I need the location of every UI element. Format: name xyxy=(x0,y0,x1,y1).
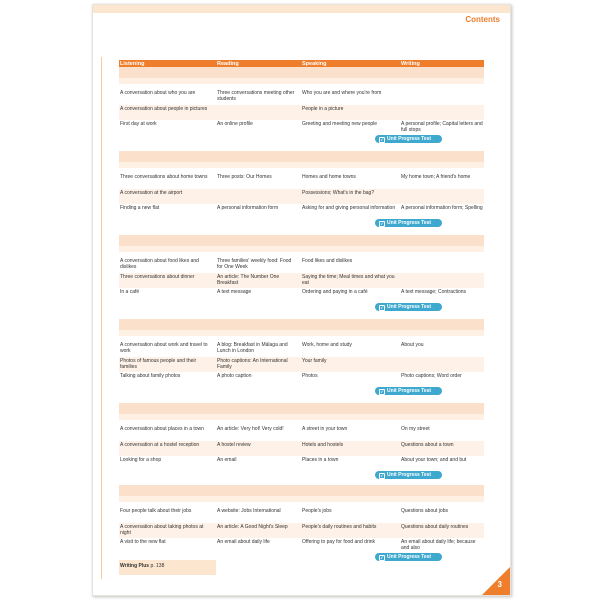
writing-cell: A personal profile; Capital letters and full stops xyxy=(401,121,483,133)
listening-cell: Looking for a shop xyxy=(120,457,162,463)
reading-cell: Three conversations meeting other students xyxy=(217,90,295,102)
speaking-cell: Hotels and hostels xyxy=(302,442,344,448)
table-row xyxy=(119,89,484,105)
speaking-cell: Your family xyxy=(302,358,327,364)
reading-cell: A hostel review xyxy=(217,442,251,448)
unit-subband xyxy=(119,78,484,84)
writing-plus-reference xyxy=(120,563,164,569)
unit-progress-test-label: Unit Progress Test xyxy=(387,220,432,226)
reading-cell: An article: A Good Night's Sleep xyxy=(217,524,288,530)
reading-cell: A text message xyxy=(217,289,252,295)
listening-cell: A conversation about food likes and dislikes xyxy=(120,258,199,270)
page-number: 3 xyxy=(497,580,502,589)
unit-subband xyxy=(119,496,484,502)
unit-progress-test-button[interactable] xyxy=(375,303,442,311)
reading-cell: Three families' weekly food: Food for One Week xyxy=(217,258,292,270)
reading-cell: An article: Very hot! Very cold! xyxy=(217,426,284,432)
unit-progress-test-label: Unit Progress Test xyxy=(387,304,432,310)
speaking-cell: Who you are and where you're from xyxy=(302,90,382,96)
checkbox-icon: ✓ xyxy=(380,555,384,560)
speaking-cell: Offering to pay for food and drink xyxy=(302,539,376,545)
writing-cell: An email about daily life; because and also xyxy=(401,539,476,551)
table-row xyxy=(119,425,484,441)
table-row xyxy=(119,257,484,273)
checkbox-icon: ✓ xyxy=(380,389,384,394)
unit-progress-test-label: Unit Progress Test xyxy=(387,554,432,560)
unit-subband xyxy=(119,162,484,168)
contents-page xyxy=(92,4,511,596)
unit-progress-test-label: Unit Progress Test xyxy=(387,136,432,142)
column-header-reading: Reading xyxy=(217,61,239,67)
writing-cell: My home town; A friend's home xyxy=(401,174,471,180)
listening-cell: Photos of famous people and their families xyxy=(120,358,197,370)
table-row xyxy=(119,273,484,288)
speaking-cell: Photos xyxy=(302,373,318,379)
unit-band xyxy=(119,403,484,414)
speaking-cell: Work, home and study xyxy=(302,342,352,348)
speaking-cell: Homes and home towns xyxy=(302,174,356,180)
reading-cell: A blog: Breakfast in Málaga and Lunch in London xyxy=(217,342,288,354)
listening-cell: A conversation at the airport xyxy=(120,190,183,196)
listening-cell: In a café xyxy=(120,289,140,295)
listening-cell: Three conversations about dinner xyxy=(120,274,195,280)
column-header-listening: Listening xyxy=(120,61,145,67)
table-row xyxy=(119,105,484,120)
listening-cell: A visit to the new flat xyxy=(120,539,166,545)
listening-cell: A conversation about people in pictures xyxy=(120,106,208,112)
speaking-cell: Food likes and dislikes xyxy=(302,258,353,264)
listening-cell: Three conversations about home towns xyxy=(120,174,208,180)
writing-cell: A personal information form; Spelling xyxy=(401,205,483,211)
checkbox-icon: ✓ xyxy=(380,473,384,478)
unit-progress-test-label: Unit Progress Test xyxy=(387,472,432,478)
writing-cell: Questions about jobs xyxy=(401,508,448,514)
page-title: Contents xyxy=(465,15,500,24)
reading-cell: A photo caption xyxy=(217,373,252,379)
unit-progress-test-button[interactable] xyxy=(375,471,442,479)
speaking-cell: A street in your town xyxy=(302,426,348,432)
unit-progress-test-label: Unit Progress Test xyxy=(387,388,432,394)
unit-band xyxy=(119,235,484,246)
listening-cell: A conversation about who you are xyxy=(120,90,196,96)
listening-cell: A conversation about taking photos at night xyxy=(120,524,204,536)
unit-subband xyxy=(119,246,484,252)
speaking-cell: Ordering and paying in a café xyxy=(302,289,368,295)
page-corner-triangle xyxy=(482,567,510,595)
unit-subband xyxy=(119,414,484,420)
writing-plus-label: Writing Plus xyxy=(120,563,150,569)
listening-cell: Four people talk about their jobs xyxy=(120,508,192,514)
writing-cell: Photo captions; Word order xyxy=(401,373,462,379)
unit-progress-test-button[interactable] xyxy=(375,553,442,561)
writing-cell: About your town; and and but xyxy=(401,457,467,463)
reading-cell: An email xyxy=(217,457,237,463)
unit-progress-test-button[interactable] xyxy=(375,387,442,395)
top-bar xyxy=(93,5,510,13)
table-row xyxy=(119,507,484,523)
reading-cell: An online profile xyxy=(217,121,253,127)
reading-cell: Photo captions: An International Family xyxy=(217,358,288,370)
reading-cell: An email about daily life xyxy=(217,539,270,545)
listening-cell: A conversation about places in a town xyxy=(120,426,204,432)
table-row xyxy=(119,173,484,189)
listening-cell: Talking about family photos xyxy=(120,373,181,379)
table-row xyxy=(119,523,484,538)
reading-cell: Three posts: Our Homes xyxy=(217,174,272,180)
table-row xyxy=(119,357,484,372)
listening-cell: A conversation about work and travel to work xyxy=(120,342,208,354)
unit-progress-test-button[interactable] xyxy=(375,135,442,143)
reading-cell: An article: The Number One Breakfast xyxy=(217,274,280,286)
speaking-cell: Greeting and meeting new people xyxy=(302,121,378,127)
writing-cell: Questions about a town xyxy=(401,442,454,448)
table-row xyxy=(119,441,484,456)
speaking-cell: Possessions; What's in the bag? xyxy=(302,190,375,196)
writing-cell: A text message; Contractions xyxy=(401,289,467,295)
unit-band xyxy=(119,485,484,496)
unit-subband xyxy=(119,330,484,336)
column-header-speaking: Speaking xyxy=(302,61,327,67)
writing-plus-box xyxy=(119,560,216,575)
margin-line xyxy=(101,57,102,579)
speaking-cell: Saying the time; Meal times and what you eat xyxy=(302,274,395,286)
listening-cell: First day at work xyxy=(120,121,157,127)
table-row xyxy=(119,341,484,357)
writing-plus-page: p. 138 xyxy=(150,563,165,569)
table-row xyxy=(119,189,484,204)
writing-cell: On my street xyxy=(401,426,430,432)
column-header-writing: Writing xyxy=(401,61,420,67)
reading-cell: A website: Jobs International xyxy=(217,508,281,514)
listening-cell: A conversation at a hostel reception xyxy=(120,442,200,448)
unit-band xyxy=(119,319,484,330)
speaking-cell: People's daily routines and habits xyxy=(302,524,377,530)
writing-cell: About you xyxy=(401,342,424,348)
unit-band xyxy=(119,151,484,162)
speaking-cell: Places in a town xyxy=(302,457,339,463)
unit-progress-test-button[interactable] xyxy=(375,219,442,227)
checkbox-icon: ✓ xyxy=(380,221,384,226)
speaking-cell: Asking for and giving personal information xyxy=(302,205,396,211)
checkbox-icon: ✓ xyxy=(380,137,384,142)
speaking-cell: People's jobs xyxy=(302,508,332,514)
speaking-cell: People in a picture xyxy=(302,106,344,112)
unit-band xyxy=(119,67,484,78)
listening-cell: Finding a new flat xyxy=(120,205,160,211)
reading-cell: A personal information form xyxy=(217,205,279,211)
checkbox-icon: ✓ xyxy=(380,305,384,310)
writing-cell: Questions about daily routines xyxy=(401,524,469,530)
